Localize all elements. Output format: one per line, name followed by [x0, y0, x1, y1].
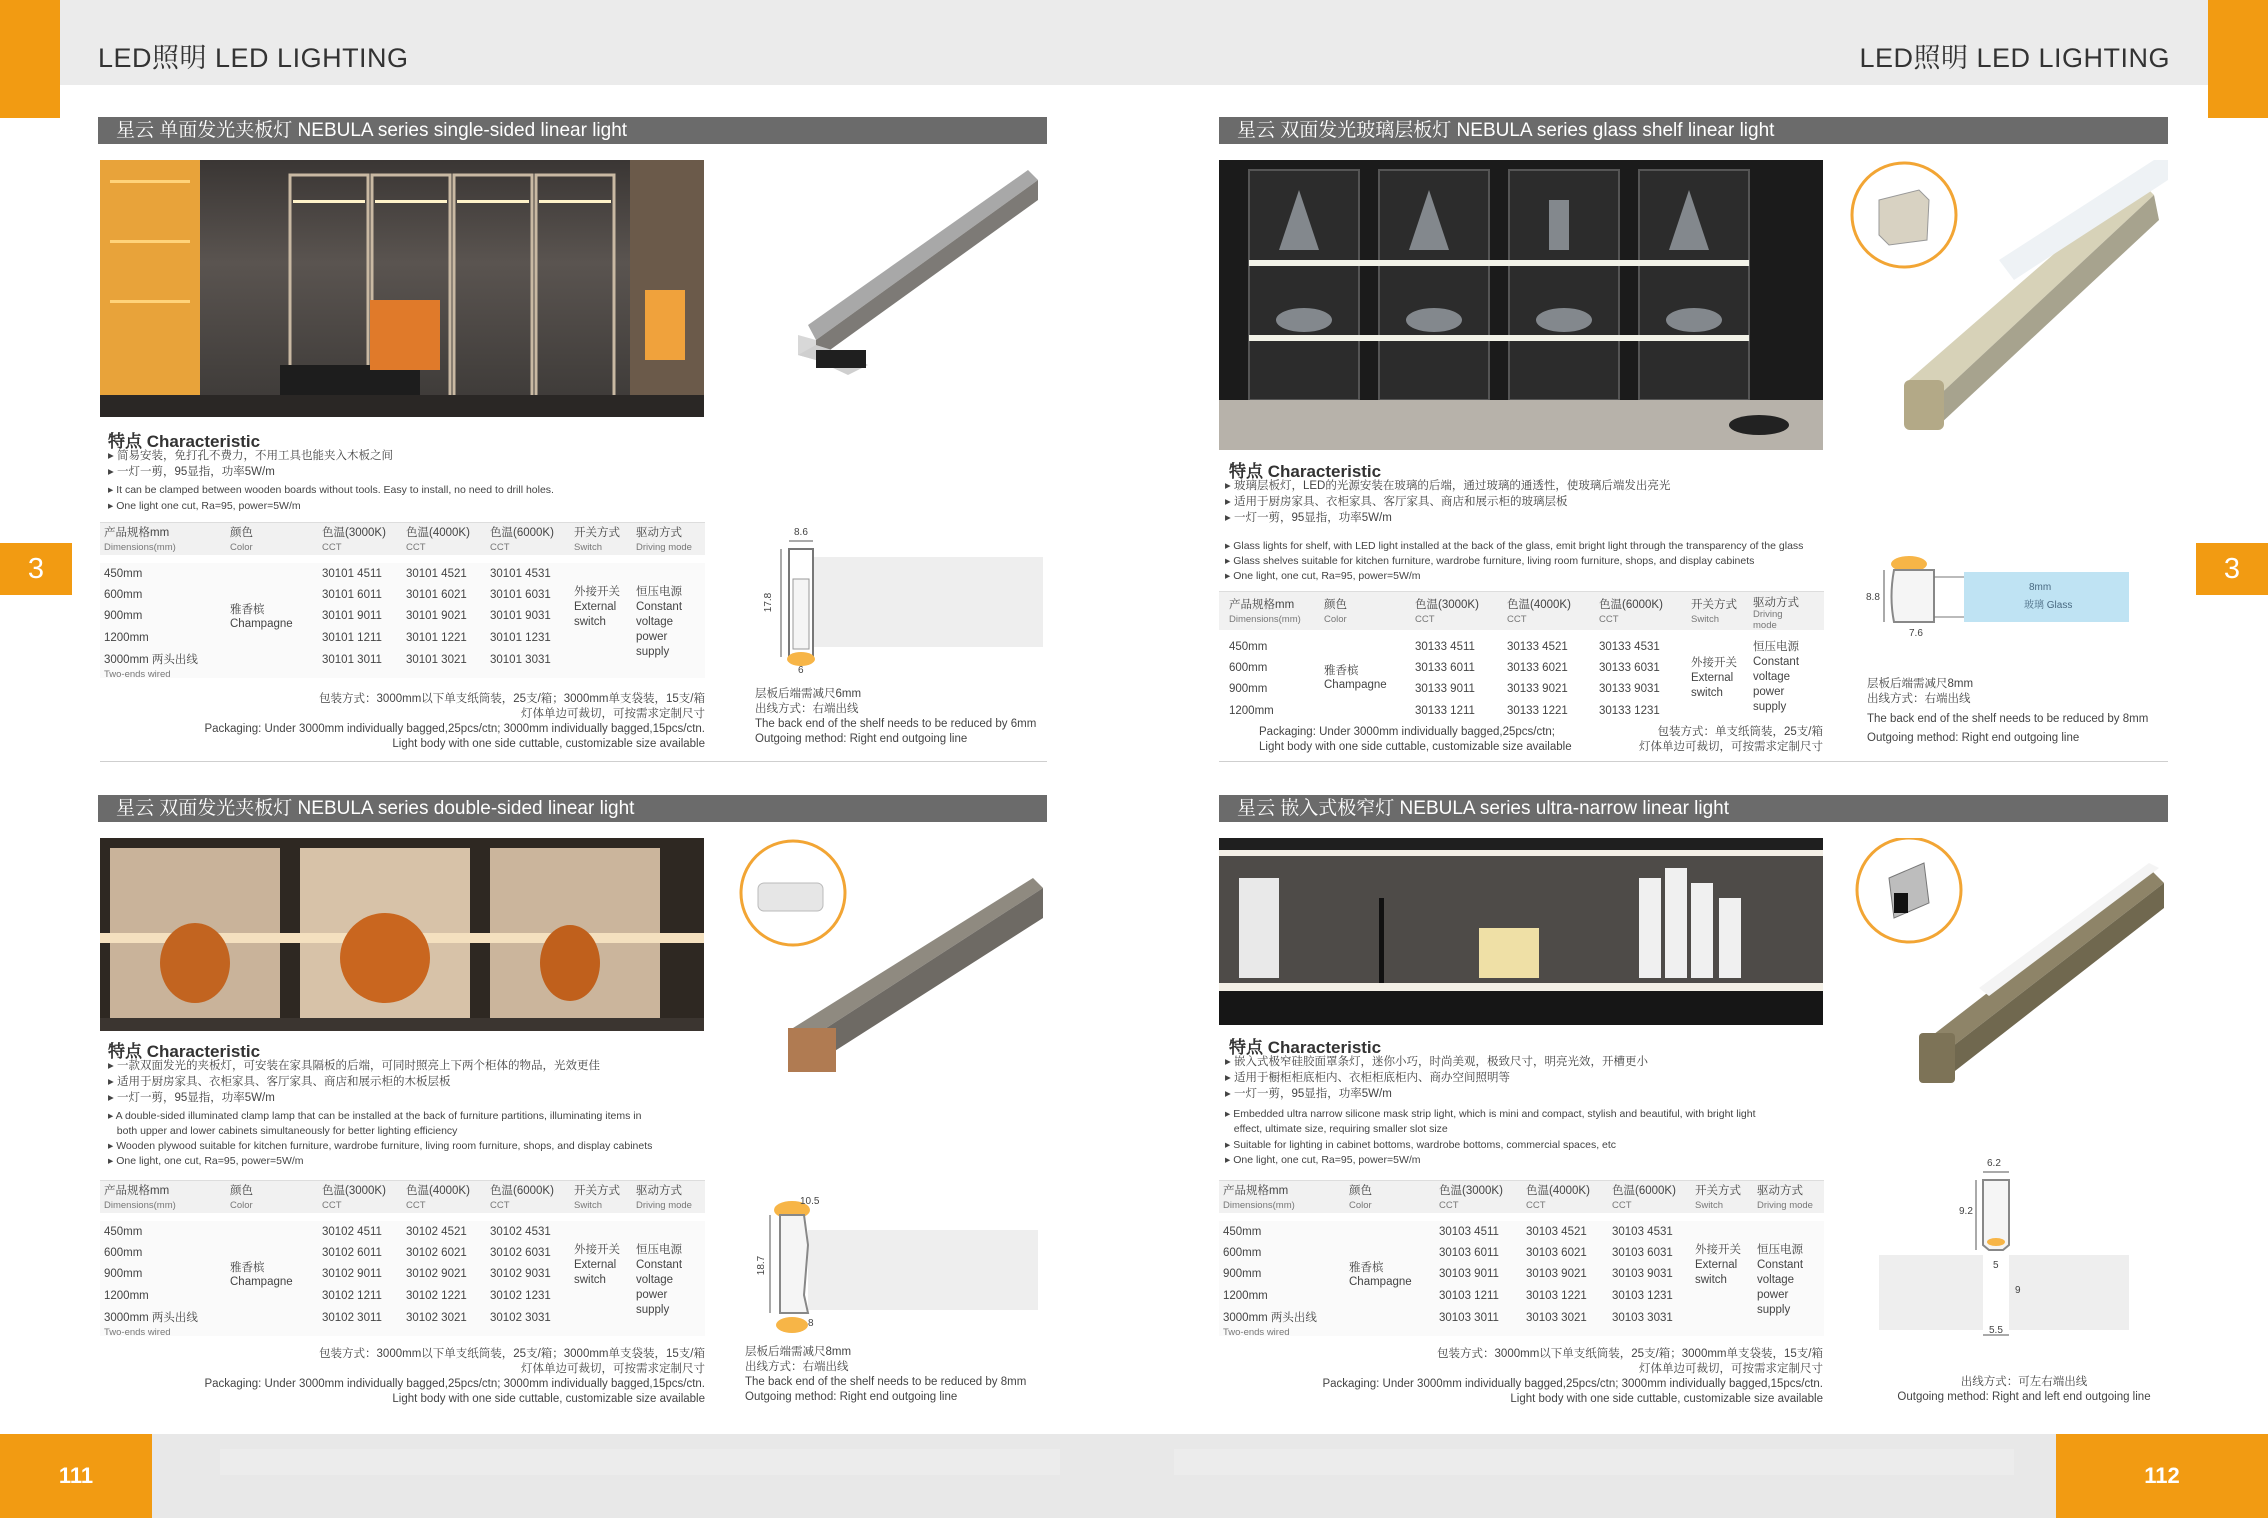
code: 30101 9011 — [322, 610, 382, 622]
row-length: 1200mm — [1229, 705, 1274, 717]
dim-label: 8 — [808, 1318, 814, 1329]
dim-label: 5.5 — [1989, 1325, 2003, 1336]
code: 30102 4521 — [406, 1226, 467, 1238]
code: 30101 1221 — [406, 632, 467, 644]
header-drive: 驱动方式 Driving mode — [1753, 597, 1799, 631]
product-render — [788, 160, 1047, 400]
dim-label: 6 — [798, 665, 804, 676]
page-number: 111 — [0, 1434, 152, 1518]
switch-value: 外接开关 External switch — [574, 1244, 620, 1286]
bullet: ▸ 一灯一剪，95显指，功率5W/m — [108, 466, 275, 478]
drive-value: 恒压电源 Constant voltage power supply — [636, 586, 683, 658]
code: 30103 3011 — [1439, 1312, 1499, 1324]
divider — [100, 761, 1047, 762]
right-page — [1134, 0, 2268, 1518]
chapter-tab: 3 — [2196, 543, 2268, 595]
code: 30133 4531 — [1599, 641, 1660, 653]
bullet: ▸ 适用于橱柜柜底柜内、衣柜柜底柜内、商办空间照明等 — [1225, 1072, 1510, 1084]
dim-label: 18.7 — [756, 1255, 768, 1276]
dim-label: 9 — [2015, 1285, 2021, 1296]
row-length: 600mm — [1229, 662, 1268, 674]
cross-section-diagram — [753, 527, 1043, 677]
footer-strip — [1174, 1449, 2014, 1475]
row-length: 900mm — [104, 1268, 143, 1280]
code: 30133 1231 — [1599, 705, 1660, 717]
header-color: 颜色 Color — [230, 527, 253, 553]
color-value: 雅香槟 Champagne — [1349, 1262, 1412, 1288]
section-ultra-narrow — [1219, 795, 2168, 1435]
row-length: 450mm — [104, 568, 143, 580]
code: 30133 4511 — [1415, 641, 1475, 653]
code: 30101 1231 — [490, 632, 551, 644]
footer-band — [0, 1434, 1134, 1518]
code: 30102 4531 — [490, 1226, 551, 1238]
header-color: 颜色 Color — [230, 1185, 253, 1211]
drive-value: 恒压电源 Constant voltage power supply — [636, 1244, 683, 1316]
row-length: 450mm — [104, 1226, 143, 1238]
code: 30103 9011 — [1439, 1268, 1499, 1280]
product-render — [1849, 160, 2168, 450]
cross-section-diagram — [1879, 1150, 2129, 1340]
header-cct6000: 色温(6000K) CCT — [1599, 599, 1663, 625]
characteristic-title: 特点 Characteristic — [108, 1042, 261, 1061]
code: 30102 9021 — [406, 1268, 467, 1280]
page-number: 112 — [2056, 1434, 2268, 1518]
code: 30101 9021 — [406, 610, 467, 622]
section-glass-shelf — [1219, 117, 2168, 757]
installation-note: 层板后端需减尺6mm 出线方式：右端出线 The back end of the shelf needs to be reduced by 6mm Outgoing method: Right end outgoing line — [755, 688, 1037, 745]
wardrobe-photo — [100, 160, 704, 417]
row-length: 1200mm — [104, 1290, 149, 1302]
color-value: 雅香槟 Champagne — [230, 604, 293, 630]
page-header-title: LED照明 LED LIGHTING — [1859, 43, 2170, 73]
header-switch: 开关方式 Switch — [1691, 599, 1737, 625]
header-cct4000: 色温(4000K) CCT — [1526, 1185, 1590, 1211]
installation-note: 出线方式：可左右端出线 Outgoing method: Right and left end outgoing line — [1897, 1376, 2151, 1403]
dim-label: 8.6 — [794, 527, 808, 538]
code: 30102 6031 — [490, 1247, 551, 1259]
row-length: 600mm — [104, 589, 143, 601]
row-length: 900mm — [104, 610, 143, 622]
bullet: ▸ A double-sided illuminated clamp lamp that can be installed at the back of furniture partitions, illuminating items in — [108, 1110, 642, 1122]
row-length: 3000mm 两头出线 Two-ends wired — [1223, 1312, 1317, 1338]
code: 30133 9031 — [1599, 683, 1660, 695]
row-length: 3000mm 两头出线 Two-ends wired — [104, 1312, 198, 1338]
code: 30102 9011 — [322, 1268, 382, 1280]
row-length: 900mm — [1229, 683, 1268, 695]
switch-value: 外接开关 External switch — [1695, 1244, 1741, 1286]
product-render — [1849, 838, 2168, 1098]
section-single-sided — [98, 117, 1047, 757]
bullet: ▸ Suitable for lighting in cabinet bottoms, wardrobe bottoms, commercial spaces, etc — [1225, 1139, 1617, 1151]
section-double-sided — [98, 795, 1047, 1435]
header-cct4000: 色温(4000K) CCT — [406, 527, 470, 553]
bullet: ▸ One light, one cut, Ra=95, power=5W/m — [1225, 570, 1421, 582]
bullet: ▸ Glass shelves suitable for kitchen furniture, wardrobe furniture, living room furniture, shops, and display cabinets — [1225, 555, 1755, 567]
code: 30103 3031 — [1612, 1312, 1673, 1324]
installation-note: 层板后端需减尺8mm 出线方式：右端出线 The back end of the shelf needs to be reduced by 8mm Outgoing method: Right end outgoing line — [1867, 678, 2149, 744]
code: 30101 9031 — [490, 610, 551, 622]
bullet: ▸ Embedded ultra narrow silicone mask strip light, which is mini and compact, stylish and beautiful, with bright light — [1225, 1108, 1756, 1120]
bullet: ▸ 适用于厨房家具、衣柜家具、客厅家具、商店和展示柜的玻璃层板 — [1225, 496, 1568, 508]
code: 30103 1221 — [1526, 1290, 1587, 1302]
header-cct3000: 色温(3000K) CCT — [322, 527, 386, 553]
row-length: 600mm — [1223, 1247, 1262, 1259]
header-cct6000: 色温(6000K) CCT — [490, 527, 554, 553]
spec-table — [100, 522, 705, 802]
drive-value: 恒压电源 Constant voltage power supply — [1757, 1244, 1804, 1316]
code: 30101 3021 — [406, 654, 467, 666]
code: 30102 4511 — [322, 1226, 382, 1238]
header-cct3000: 色温(3000K) CCT — [1415, 599, 1479, 625]
bullet: ▸ One light, one cut, Ra=95, power=5W/m — [108, 1155, 304, 1167]
bullet: ▸ 嵌入式极窄硅胶面罩条灯，迷你小巧，时尚美观，极致尺寸，明亮光效，开槽更小 — [1225, 1056, 1648, 1068]
header-cct3000: 色温(3000K) CCT — [322, 1185, 386, 1211]
header-cct4000: 色温(4000K) CCT — [406, 1185, 470, 1211]
switch-value: 外接开关 External switch — [1691, 657, 1737, 699]
dim-label: 7.6 — [1909, 628, 1923, 639]
bullet: ▸ 适用于厨房家具、衣柜家具、客厅家具、商店和展示柜的木板层板 — [108, 1076, 451, 1088]
packaging-info-cn: 包装方式：单支纸筒装，25支/箱 灯体单边可裁切，可按需求定制尺寸 — [1639, 726, 1823, 753]
bullet: ▸ 玻璃层板灯，LED的光源安装在玻璃的后端，通过玻璃的通透性，使玻璃后端发出亮光 — [1225, 480, 1671, 492]
row-length: 450mm — [1223, 1226, 1262, 1238]
code: 30103 1211 — [1439, 1290, 1499, 1302]
bullet: both upper and lower cabinets simultaneously for better lighting efficiency — [116, 1125, 458, 1137]
dim-label: 8.8 — [1866, 592, 1880, 603]
row-length: 1200mm — [1223, 1290, 1268, 1302]
color-value: 雅香槟 Champagne — [230, 1262, 293, 1288]
bullet: ▸ One light one cut, Ra=95, power=5W/m — [108, 500, 301, 512]
header-drive: 驱动方式 Driving mode — [636, 1185, 692, 1211]
code: 30133 9011 — [1415, 683, 1475, 695]
header-drive: 驱动方式 Driving mode — [636, 527, 692, 553]
dim-label: 8mm — [2029, 582, 2052, 593]
code: 30103 6011 — [1439, 1247, 1499, 1259]
code: 30103 3021 — [1526, 1312, 1587, 1324]
dim-label: 9.2 — [1959, 1206, 1973, 1217]
characteristic-title: 特点 Characteristic — [108, 432, 261, 451]
code: 30133 9021 — [1507, 683, 1568, 695]
code: 30103 6021 — [1526, 1247, 1587, 1259]
dim-label: 玻璃 Glass — [2024, 600, 2073, 611]
code: 30102 1221 — [406, 1290, 467, 1302]
color-value: 雅香槟 Champagne — [1324, 665, 1387, 691]
code: 30102 1231 — [490, 1290, 551, 1302]
header-cct6000: 色温(6000K) CCT — [1612, 1185, 1676, 1211]
bullet: effect, ultimate size, requiring smaller slot size — [1233, 1123, 1448, 1135]
packaging-info: 包装方式：3000mm以下单支纸筒装，25支/箱；3000mm单支袋装，15支/箱 灯体单边可裁切，可按需求定制尺寸 Packaging: Under 3000mm individually bagged,25pcs/ctn; 3000mm individually bagged,15pcs/ctn. Light body with one side cuttable, customizable size available — [1322, 1348, 1823, 1405]
row-length: 900mm — [1223, 1268, 1262, 1280]
code: 30133 6021 — [1507, 662, 1568, 674]
dim-label: 5 — [1993, 1260, 1999, 1271]
dim-label: 17.8 — [763, 592, 775, 613]
code: 30102 3011 — [322, 1312, 382, 1324]
kitchen-cabinet-photo — [1219, 160, 1823, 450]
code: 30103 9021 — [1526, 1268, 1587, 1280]
page-header-title: LED照明 LED LIGHTING — [98, 43, 409, 73]
header-dim: 产品规格mm Dimensions(mm) — [104, 527, 176, 553]
code: 30102 6021 — [406, 1247, 467, 1259]
bullet: ▸ Glass lights for shelf, with LED light installed at the back of the glass, emit bright light through the transparency of the glass — [1225, 540, 1804, 552]
code: 30133 4521 — [1507, 641, 1568, 653]
header-dim: 产品规格mm Dimensions(mm) — [1229, 599, 1301, 625]
packaging-info: 包装方式：3000mm以下单支纸筒装，25支/箱；3000mm单支袋装，15支/箱 灯体单边可裁切，可按需求定制尺寸 Packaging: Under 3000mm individually bagged,25pcs/ctn; 3000mm individually bagged,15pcs/ctn. Light body with one side cuttable, customizable size available — [204, 693, 705, 750]
section-title: 星云 单面发光夹板灯 NEBULA series single-sided linear light — [98, 117, 1047, 144]
header-color: 颜色 Color — [1324, 599, 1347, 625]
section-title: 星云 双面发光夹板灯 NEBULA series double-sided linear light — [98, 795, 1047, 822]
row-length: 3000mm 两头出线 Two-ends wired — [104, 654, 198, 680]
code: 30102 3021 — [406, 1312, 467, 1324]
footer-strip — [220, 1449, 1060, 1475]
dim-label: 6.2 — [1987, 1158, 2001, 1169]
code: 30133 6031 — [1599, 662, 1660, 674]
code: 30101 3031 — [490, 654, 551, 666]
cross-section-diagram — [1864, 552, 2164, 652]
header-corner-accent — [0, 0, 60, 118]
header-drive: 驱动方式 Driving mode — [1757, 1185, 1813, 1211]
bullet: ▸ 简易安装，免打孔不费力，不用工具也能夹入木板之间 — [108, 450, 393, 462]
header-cct6000: 色温(6000K) CCT — [490, 1185, 554, 1211]
code: 30103 4521 — [1526, 1226, 1587, 1238]
code: 30101 6031 — [490, 589, 551, 601]
section-title: 星云 双面发光玻璃层板灯 NEBULA series glass shelf linear light — [1219, 117, 2168, 144]
characteristic-title: 特点 Characteristic — [1229, 1038, 1382, 1057]
code: 30102 3031 — [490, 1312, 551, 1324]
spec-table — [1219, 1180, 1824, 1460]
code: 30133 1211 — [1415, 705, 1475, 717]
code: 30133 6011 — [1415, 662, 1475, 674]
header-cct4000: 色温(4000K) CCT — [1507, 599, 1571, 625]
bookshelf-photo — [1219, 838, 1823, 1025]
drive-value: 恒压电源 Constant voltage power supply — [1753, 641, 1800, 713]
bullet: ▸ It can be clamped between wooden boards without tools. Easy to install, no need to drill holes. — [108, 484, 554, 496]
packaging-info: 包装方式：3000mm以下单支纸筒装，25支/箱；3000mm单支袋装，15支/箱 灯体单边可裁切，可按需求定制尺寸 Packaging: Under 3000mm individually bagged,25pcs/ctn; 3000mm individually bagged,15pcs/ctn. Light body with one side cuttable, customizable size available — [204, 1348, 705, 1405]
code: 30101 4511 — [322, 568, 382, 580]
code: 30101 6011 — [322, 589, 382, 601]
header-dim: 产品规格mm Dimensions(mm) — [104, 1185, 176, 1211]
switch-value: 外接开关 External switch — [574, 586, 620, 628]
bullet: ▸ One light, one cut, Ra=95, power=5W/m — [1225, 1154, 1421, 1166]
packaging-info: Packaging: Under 3000mm individually bagged,25pcs/ctn; Light body with one side cuttable, customizable size available — [1259, 726, 1572, 753]
code: 30103 1231 — [1612, 1290, 1673, 1302]
header-switch: 开关方式 Switch — [574, 1185, 620, 1211]
section-title: 星云 嵌入式极窄灯 NEBULA series ultra-narrow linear light — [1219, 795, 2168, 822]
code: 30102 1211 — [322, 1290, 382, 1302]
product-render — [733, 838, 1047, 1098]
dim-label: 10.5 — [800, 1196, 820, 1207]
code: 30102 6011 — [322, 1247, 382, 1259]
code: 30103 9031 — [1612, 1268, 1673, 1280]
divider — [1219, 761, 2168, 762]
spec-table — [100, 1180, 705, 1460]
header-corner-accent — [2208, 0, 2268, 118]
header-switch: 开关方式 Switch — [1695, 1185, 1741, 1211]
installation-note: 层板后端需减尺8mm 出线方式：右端出线 The back end of the shelf needs to be reduced by 8mm Outgoing method: Right end outgoing line — [745, 1346, 1027, 1403]
chapter-tab: 3 — [0, 543, 72, 595]
characteristic-title: 特点 Characteristic — [1229, 462, 1382, 481]
bullet: ▸ 一灯一剪，95显指，功率5W/m — [108, 1092, 275, 1104]
row-length: 1200mm — [104, 632, 149, 644]
bullet: ▸ 一灯一剪，95显指，功率5W/m — [1225, 512, 1392, 524]
header-switch: 开关方式 Switch — [574, 527, 620, 553]
code: 30101 1211 — [322, 632, 382, 644]
code: 30101 4531 — [490, 568, 551, 580]
code: 30101 4521 — [406, 568, 467, 580]
code: 30133 1221 — [1507, 705, 1568, 717]
bullet: ▸ 一款双面发光的夹板灯，可安装在家具隔板的后端，可同时照亮上下两个柜体的物品，光效更佳 — [108, 1060, 600, 1072]
code: 30101 3011 — [322, 654, 382, 666]
bullet: ▸ 一灯一剪，95显指，功率5W/m — [1225, 1088, 1392, 1100]
code: 30103 4511 — [1439, 1226, 1499, 1238]
cross-section-diagram — [748, 1185, 1038, 1345]
code: 30103 6031 — [1612, 1247, 1673, 1259]
code: 30101 6021 — [406, 589, 467, 601]
row-length: 600mm — [104, 1247, 143, 1259]
code: 30102 9031 — [490, 1268, 551, 1280]
header-color: 颜色 Color — [1349, 1185, 1372, 1211]
header-cct3000: 色温(3000K) CCT — [1439, 1185, 1503, 1211]
bullet: ▸ Wooden plywood suitable for kitchen furniture, wardrobe furniture, living room furniture, shops, and display cabinets — [108, 1140, 653, 1152]
code: 30103 4531 — [1612, 1226, 1673, 1238]
header-dim: 产品规格mm Dimensions(mm) — [1223, 1185, 1295, 1211]
row-length: 450mm — [1229, 641, 1268, 653]
shelf-photo — [100, 838, 704, 1031]
